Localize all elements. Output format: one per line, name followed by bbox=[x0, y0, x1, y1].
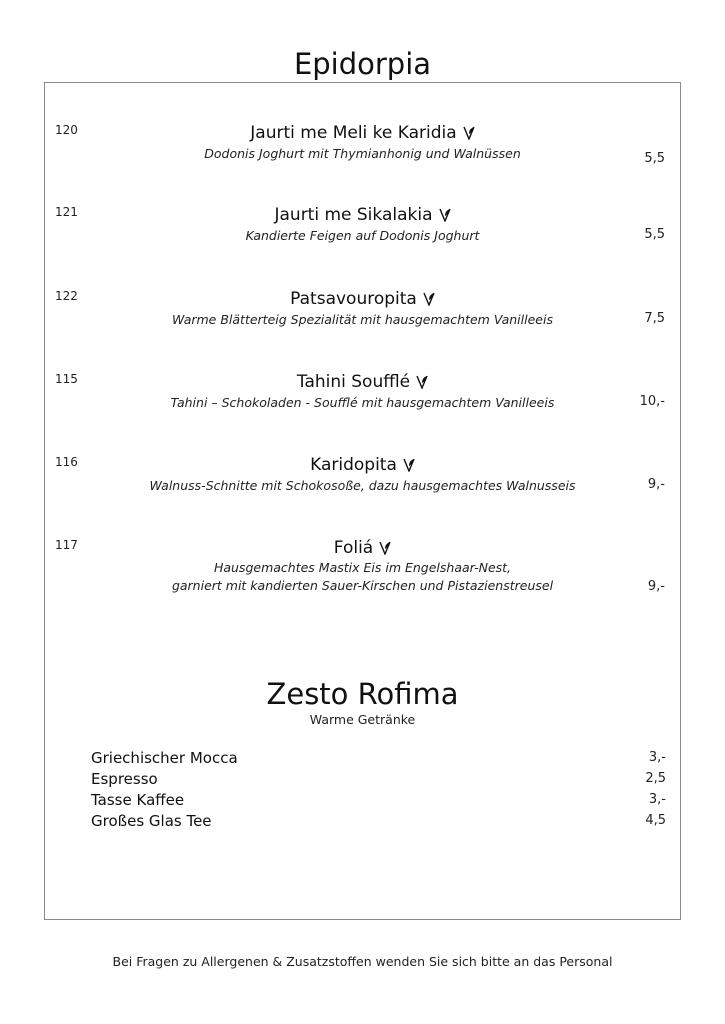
menu-item bbox=[0, 289, 725, 349]
item-name: Jaurti me Sikalakia bbox=[274, 205, 433, 225]
item-description: Warme Blätterteig Spezialität mit hausgemachtem Vanilleeis bbox=[172, 312, 553, 327]
item-number: 117 bbox=[55, 538, 78, 552]
item-name: Patsavouropita bbox=[290, 289, 417, 309]
drink-price: 4,5 bbox=[645, 813, 666, 828]
item-price: 5,5 bbox=[644, 151, 665, 166]
item-price: 10,- bbox=[639, 394, 665, 409]
item-price: 9,- bbox=[647, 477, 665, 492]
leaf-icon bbox=[403, 458, 415, 472]
drink-name: Espresso bbox=[91, 770, 158, 788]
item-name-row bbox=[0, 454, 725, 476]
item-description: Walnuss-Schnitte mit Schokosoße, dazu hausgemachtes Walnusseis bbox=[149, 478, 576, 493]
leaf-icon bbox=[439, 208, 451, 222]
allergen-footer-note: Bei Fragen zu Allergenen & Zusatzstoffen wenden Sie sich bitte an das Personal bbox=[112, 954, 613, 969]
item-description: garniert mit kandierten Sauer-Kirschen und Pistazienstreusel bbox=[171, 578, 554, 593]
item-number: 120 bbox=[55, 123, 78, 137]
list-item bbox=[91, 789, 666, 811]
item-description: Dodonis Joghurt mit Thymianhonig und Walnüssen bbox=[204, 146, 521, 161]
drink-name: Großes Glas Tee bbox=[91, 812, 212, 830]
list-item bbox=[91, 810, 666, 832]
menu-item bbox=[0, 205, 725, 265]
drink-price: 2,5 bbox=[645, 771, 666, 786]
menu-item bbox=[0, 372, 725, 432]
leaf-icon bbox=[379, 541, 391, 555]
item-name-row bbox=[0, 122, 725, 144]
item-name: Foliá bbox=[333, 538, 374, 558]
leaf-icon bbox=[463, 126, 475, 140]
item-name: Karidopita bbox=[310, 455, 397, 475]
drink-price: 3,- bbox=[648, 750, 666, 765]
item-name-row bbox=[0, 537, 725, 559]
leaf-icon bbox=[416, 375, 428, 389]
section-title: Zesto Rofima bbox=[266, 677, 459, 711]
item-number: 122 bbox=[55, 289, 78, 303]
item-number: 121 bbox=[55, 205, 78, 219]
drink-price: 3,- bbox=[648, 792, 666, 807]
list-item bbox=[91, 768, 666, 790]
item-price: 9,- bbox=[647, 579, 665, 594]
section-subtitle: Warme Getränke bbox=[309, 712, 416, 727]
item-price: 7,5 bbox=[644, 311, 665, 326]
list-item bbox=[91, 747, 666, 769]
menu-item bbox=[0, 123, 725, 183]
item-price: 5,5 bbox=[644, 227, 665, 242]
leaf-icon bbox=[423, 292, 435, 306]
item-number: 115 bbox=[55, 372, 78, 386]
item-number: 116 bbox=[55, 455, 78, 469]
item-name: Jaurti me Meli ke Karidia bbox=[250, 123, 457, 143]
item-name-row bbox=[0, 371, 725, 393]
item-name-row bbox=[0, 204, 725, 226]
item-description: Tahini – Schokoladen - Soufflé mit hausgemachtem Vanilleeis bbox=[170, 395, 555, 410]
page-title: Epidorpia bbox=[293, 47, 432, 81]
menu-item bbox=[0, 538, 725, 608]
item-name: Tahini Soufflé bbox=[296, 372, 411, 392]
drink-name: Tasse Kaffee bbox=[91, 791, 185, 809]
item-name-row bbox=[0, 288, 725, 310]
menu-item bbox=[0, 455, 725, 515]
drink-name: Griechischer Mocca bbox=[91, 749, 238, 767]
item-description: Hausgemachtes Mastix Eis im Engelshaar-Nest, bbox=[213, 560, 512, 575]
item-description: Kandierte Feigen auf Dodonis Joghurt bbox=[245, 228, 480, 243]
